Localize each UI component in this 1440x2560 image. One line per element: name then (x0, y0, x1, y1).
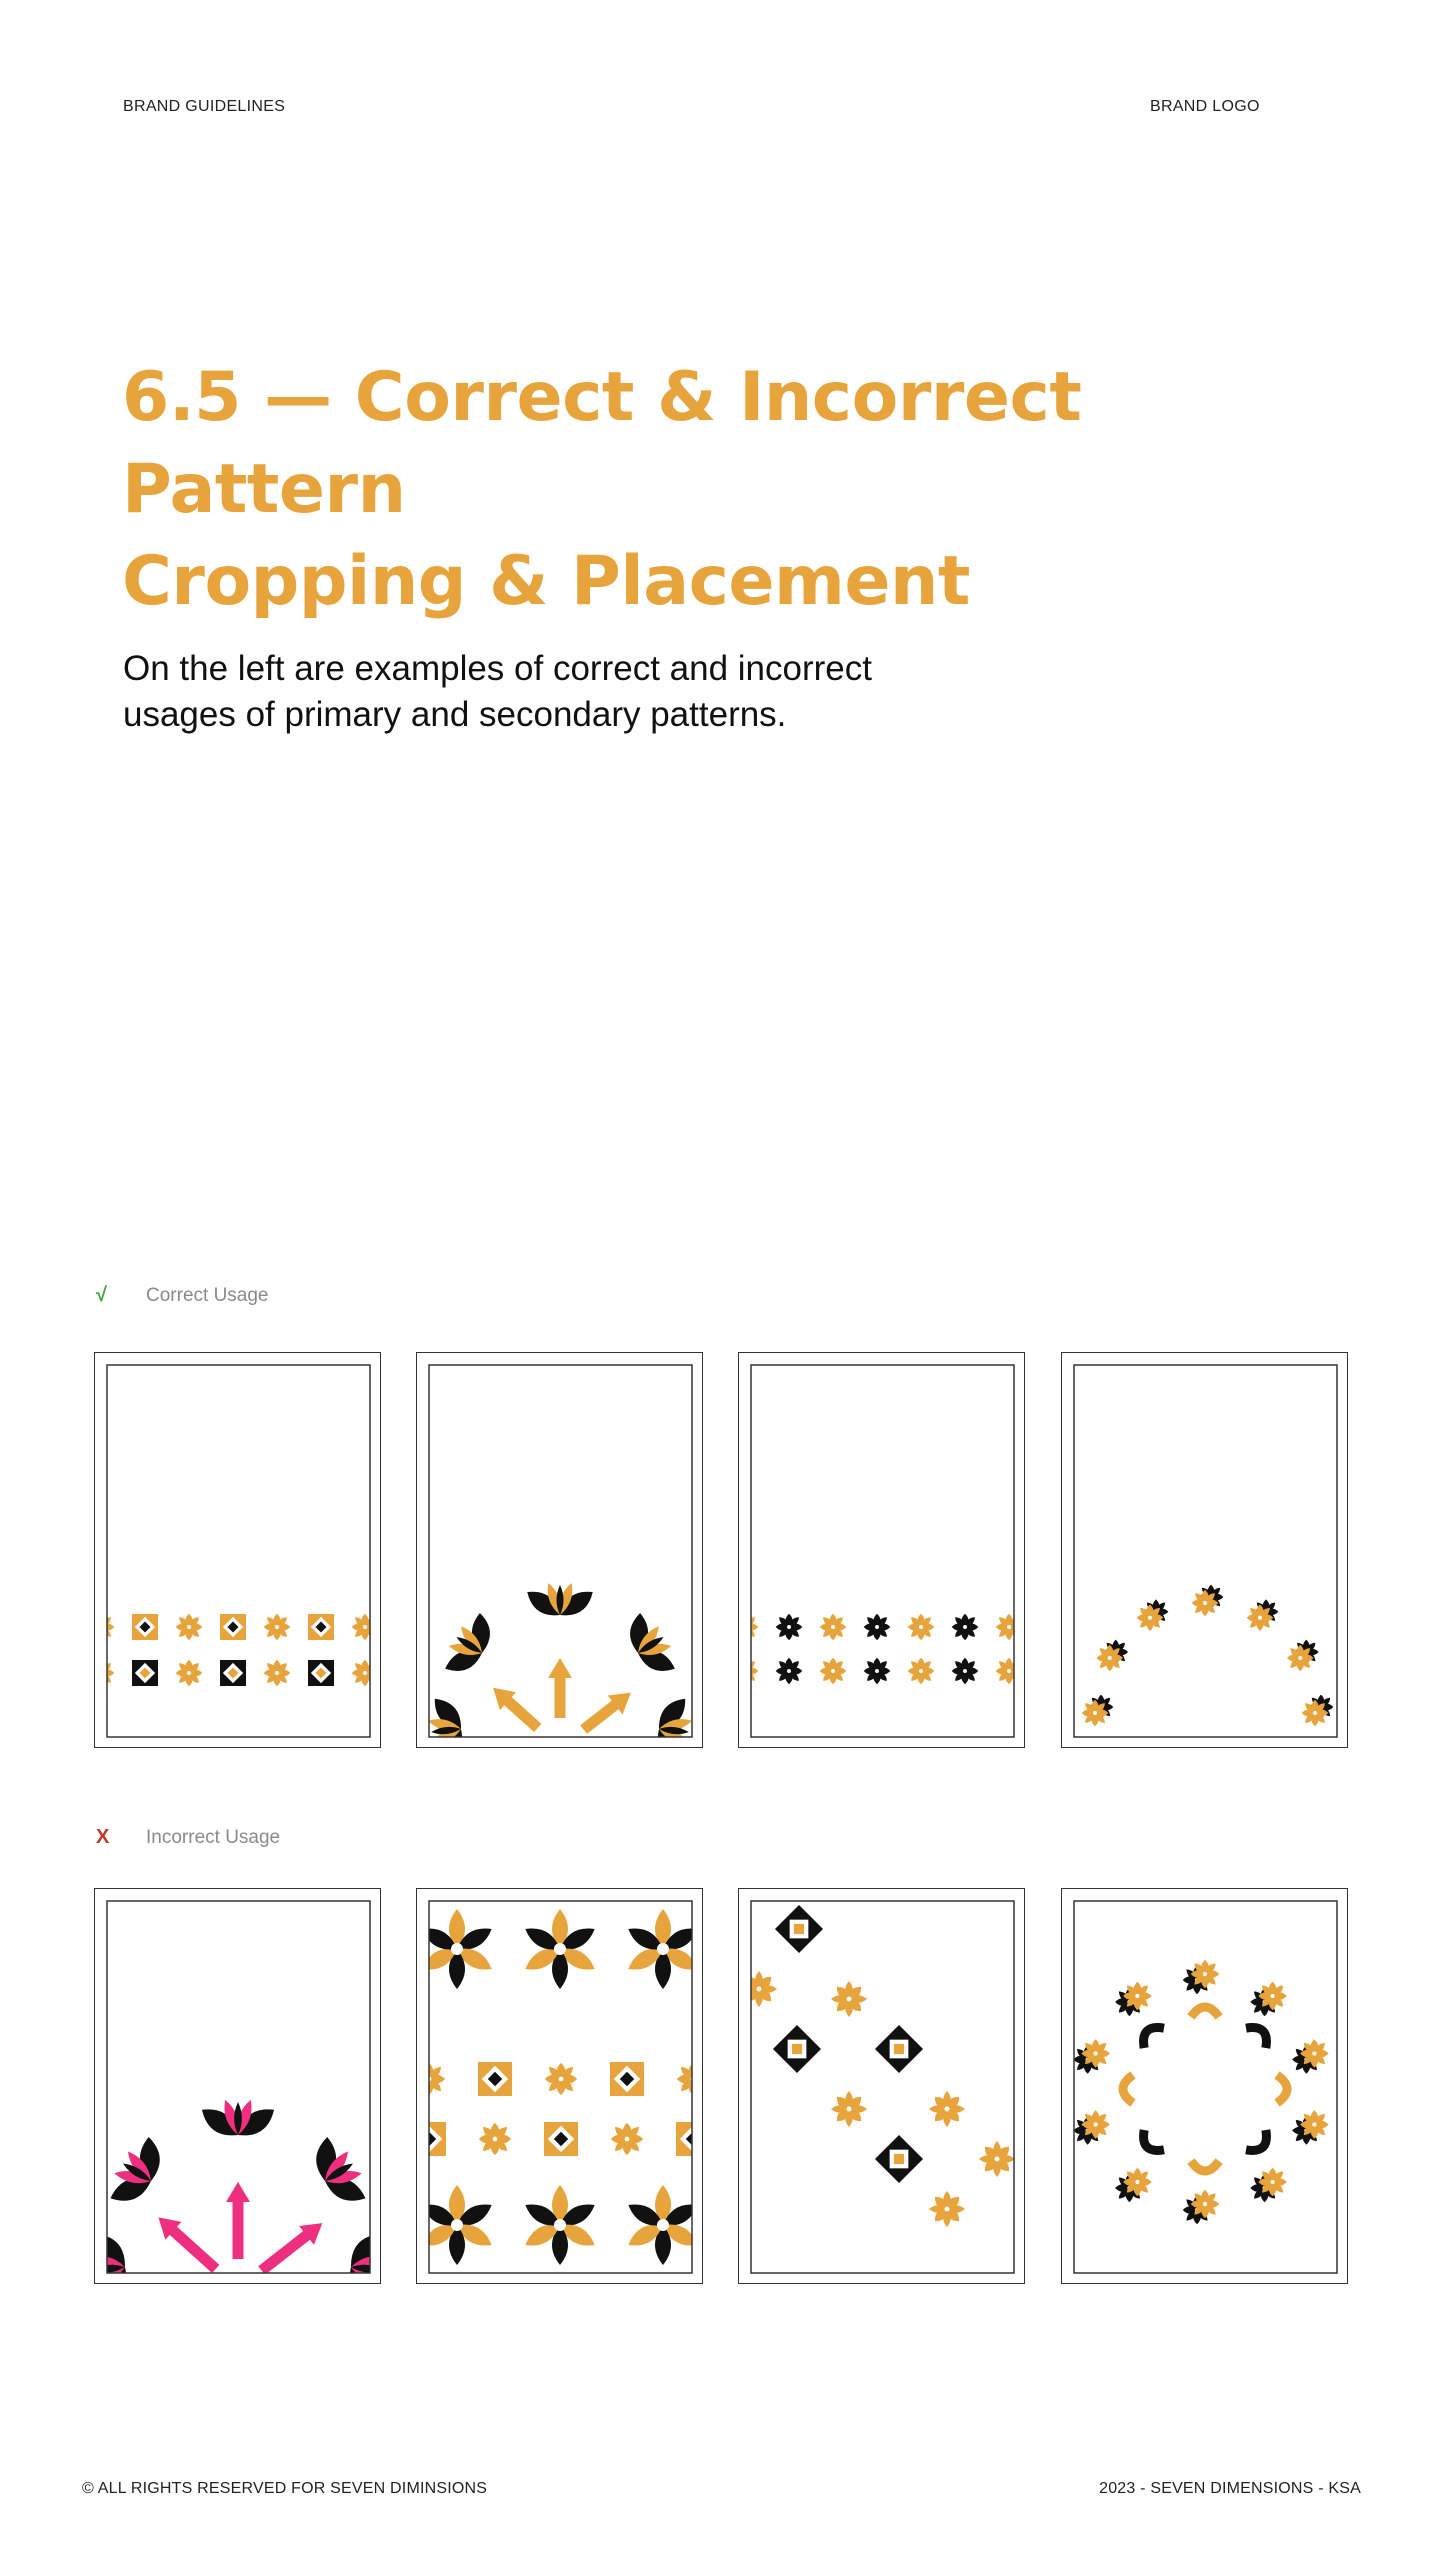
header-section-label: BRAND GUIDELINES (123, 98, 286, 115)
tile-core (792, 2044, 802, 2054)
pattern-illustration (417, 1353, 704, 1749)
flower-center (1258, 1616, 1262, 1620)
petal-shape (739, 1624, 745, 1631)
flower-center (554, 2219, 566, 2231)
header-page-label: BRAND LOGO (1150, 98, 1260, 115)
flower-center (1298, 1656, 1302, 1660)
petal-shape (739, 1615, 747, 1629)
arc-stroke (1191, 2161, 1219, 2171)
rotated-motif (923, 2085, 971, 2133)
flower-center (657, 2219, 669, 2231)
leaf-cluster (648, 1691, 697, 1749)
arc-stroke (1277, 2075, 1287, 2103)
incorrect-example-4 (1061, 1888, 1348, 2284)
flower-center (657, 1943, 669, 1955)
flower-center (963, 1625, 967, 1629)
petal-shape (98, 1614, 105, 1627)
inner-frame (1074, 1365, 1337, 1737)
petal-shape (739, 1668, 745, 1675)
flower-center (787, 1625, 791, 1629)
flower-center (1135, 1994, 1139, 1998)
correct-usage-label: Correct Usage (146, 1285, 269, 1306)
footer-copyright: © ALL RIGHTS RESERVED FOR SEVEN DIMINSIONS (82, 2480, 488, 2497)
flower-center (493, 2137, 498, 2142)
leaf-cluster (433, 1603, 508, 1689)
inner-frame (751, 1901, 1014, 2273)
cross-icon: X (96, 1826, 110, 1848)
arc-stroke (1246, 2021, 1273, 2048)
leaf-cluster (196, 2098, 279, 2143)
arrow-shaft (262, 2231, 313, 2271)
rotated-motif (739, 1965, 783, 2013)
flower-center (831, 1669, 835, 1673)
arrow-head (548, 1658, 572, 1678)
flower-center (187, 1671, 191, 1675)
incorrect-example-2 (416, 1888, 703, 2284)
flower-center (1270, 1994, 1274, 1998)
tile-core (894, 2044, 904, 2054)
leaf-cluster (424, 1691, 473, 1749)
page-title-line-1: 6.5 — Correct & Incorrect Pattern (122, 358, 1082, 529)
petal-shape (95, 1615, 103, 1629)
rotated-motif (923, 2185, 971, 2233)
pattern-illustration (1062, 1353, 1349, 1749)
flower-center (1312, 2051, 1316, 2055)
flower-center (963, 1669, 967, 1673)
arc-stroke (1123, 2075, 1133, 2103)
flower-center (625, 2137, 630, 2142)
pattern-illustration (417, 1889, 704, 2285)
petal-shape (742, 1614, 749, 1627)
flower-center (1312, 2122, 1316, 2126)
arc-stroke (1191, 2007, 1219, 2017)
flower-center (275, 1671, 279, 1675)
petal-shape (95, 1661, 103, 1675)
pattern-illustration (95, 1353, 382, 1749)
petal-shape (739, 1659, 747, 1673)
flower-center (919, 1669, 923, 1673)
flower-center (451, 2219, 463, 2231)
petal-shape (95, 1624, 101, 1631)
incorrect-example-1 (94, 1888, 381, 2284)
petal-shape (95, 1670, 101, 1677)
flower-center (99, 1671, 103, 1675)
flower-center (1093, 1711, 1097, 1715)
flower-center (1007, 1625, 1011, 1629)
flower-center (1203, 2202, 1207, 2206)
arrow-shaft (167, 2225, 215, 2268)
petal-shape (98, 1627, 105, 1640)
correct-example-4 (1061, 1352, 1348, 1748)
rotated-motif (825, 1975, 873, 2023)
tile-core (794, 1924, 804, 1934)
correct-usage-heading (96, 1284, 269, 1307)
pattern-illustration (739, 1353, 1026, 1749)
pattern-illustration (739, 1889, 1026, 2285)
flower-center (275, 1625, 279, 1629)
pattern-illustration (95, 1889, 382, 2285)
leaf-cluster (97, 2126, 179, 2221)
flower-center (1135, 2180, 1139, 2184)
rotated-motif (875, 2025, 923, 2073)
flower-center (1270, 2180, 1274, 2184)
leaf-cluster (296, 2126, 378, 2221)
page-description: On the left are examples of correct and incorrect usages of primary and secondary patterns. (123, 649, 872, 734)
leaf-cluster (612, 1603, 687, 1689)
correct-example-2 (416, 1352, 703, 1748)
check-icon: √ (96, 1284, 107, 1306)
rotated-motif (825, 2085, 873, 2133)
petal-shape (98, 1673, 105, 1686)
arrow-head (226, 2182, 250, 2202)
flower-center (559, 2077, 564, 2082)
flower-center (743, 1669, 747, 1673)
flower-center (875, 1625, 879, 1629)
petal-shape (95, 1671, 103, 1685)
petal-shape (98, 1660, 105, 1673)
flower-center (363, 1625, 367, 1629)
flower-center (451, 1943, 463, 1955)
petal-shape (693, 2075, 704, 2084)
flower-center (363, 1671, 367, 1675)
correct-example-3 (738, 1352, 1025, 1748)
petal-shape (742, 1658, 749, 1671)
leaf-cluster (522, 1581, 598, 1622)
flower-center (1203, 1601, 1207, 1605)
flower-center (554, 1943, 566, 1955)
flower-center (1108, 1656, 1112, 1660)
petal-shape (739, 1625, 747, 1639)
flower-center (743, 1625, 747, 1629)
flower-center (1203, 1972, 1207, 1976)
arc-stroke (1137, 2021, 1164, 2048)
incorrect-example-3 (738, 1888, 1025, 2284)
footer-year-company: 2023 - SEVEN DIMENSIONS - KSA (1099, 2480, 1361, 2497)
incorrect-usage-label: Incorrect Usage (146, 1827, 281, 1848)
petal-shape (742, 1671, 749, 1684)
pattern-illustration (1062, 1889, 1349, 2285)
leaf-cluster (95, 2225, 137, 2285)
arc-stroke (1246, 2130, 1273, 2157)
rotated-motif (775, 1905, 823, 1953)
flower-center (787, 1669, 791, 1673)
rotated-motif (773, 2025, 821, 2073)
flower-center (99, 1625, 103, 1629)
correct-example-1 (94, 1352, 381, 1748)
incorrect-usage-heading (96, 1826, 280, 1849)
arrow-head (469, 1748, 493, 1749)
flower-center (1313, 1711, 1317, 1715)
flower-center (1094, 2122, 1098, 2126)
rotated-motif (875, 2135, 923, 2183)
petal-shape (739, 1669, 747, 1683)
arc-stroke (1137, 2130, 1164, 2157)
leaf-cluster (339, 2225, 382, 2285)
flower-center (1148, 1616, 1152, 1620)
flower-center (831, 1625, 835, 1629)
flower-center (919, 1625, 923, 1629)
tile-core (894, 2154, 904, 2164)
petal-shape (95, 1625, 103, 1639)
flower-center (875, 1669, 879, 1673)
flower-center (1094, 2051, 1098, 2055)
petal-shape (417, 2075, 429, 2084)
page-title (122, 352, 1382, 628)
flower-center (1007, 1669, 1011, 1673)
page-title-line-2: Cropping & Placement (122, 542, 970, 621)
flower-center (187, 1625, 191, 1629)
petal-shape (742, 1627, 749, 1640)
